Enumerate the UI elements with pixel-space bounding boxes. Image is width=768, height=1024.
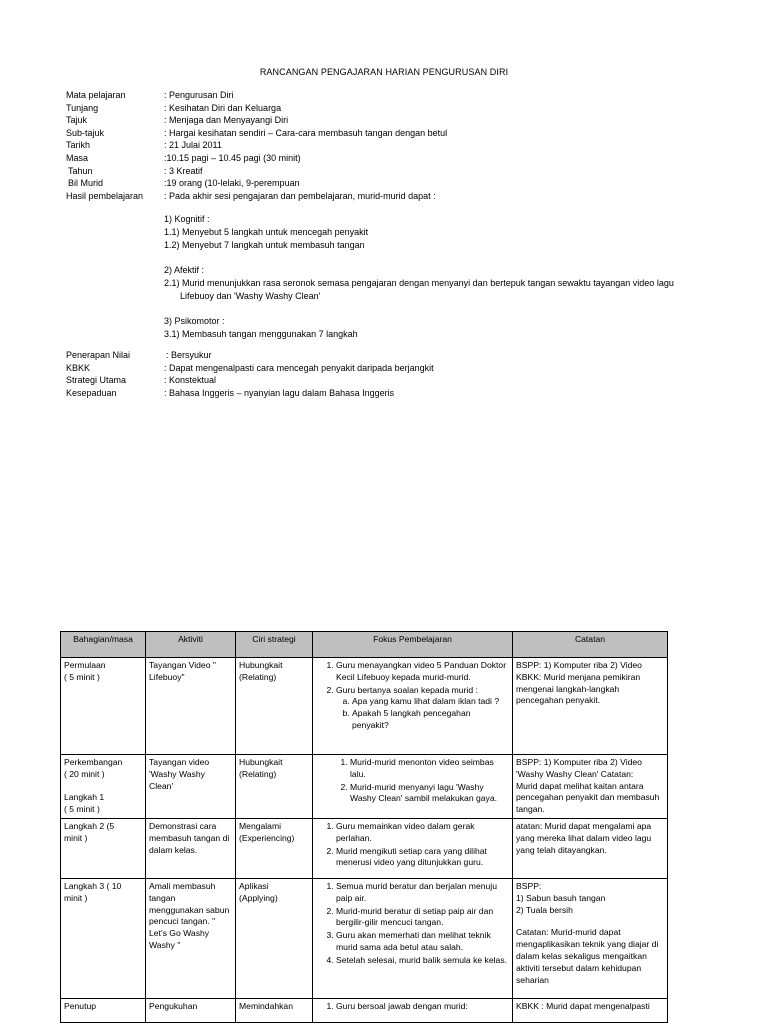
column-header: Ciri strategi <box>236 632 313 658</box>
meta-key: Penerapan Nilai <box>66 350 131 360</box>
cell-catatan <box>513 658 668 755</box>
cell-fokus <box>313 878 513 998</box>
table-row <box>61 818 668 878</box>
cell-catatan <box>513 998 668 1022</box>
sub-list-item: b. Apakah 5 langkah pencegahan penyakit? <box>352 708 509 732</box>
cell-aktiviti <box>146 658 236 755</box>
meta-key: Mata pelajaran <box>66 90 126 100</box>
meta-key: Kesepaduan <box>66 387 117 398</box>
meta-value: : Pengurusan Diri <box>164 90 234 100</box>
meta-key: Bil Murid <box>68 178 104 189</box>
list-item: 1. Semua murid beratur dan berjalan menuju paip air. <box>336 881 509 905</box>
list-item: 4. Setelah selesai, murid balik semula ke kelas. <box>336 955 509 967</box>
column-header: Aktiviti <box>146 632 236 658</box>
cell-aktiviti <box>146 755 236 819</box>
cell-text: 1) Sabun basuh tangan <box>516 892 606 903</box>
cell-bahagian <box>61 755 146 819</box>
meta-row-tarikh <box>66 139 706 152</box>
objective-item: 1.2) Menyebut 7 langkah untuk membasuh tangan <box>164 240 365 251</box>
meta-value: : Bahasa Inggeris – nyanyian lagu dalam Bahasa Inggeris <box>164 387 395 398</box>
focus-list <box>316 660 509 732</box>
cell-text: 2) Tuala bersih <box>516 904 573 915</box>
cell-text: Perkembangan ( 20 minit ) Langkah 1 ( 5 minit ) <box>64 757 123 815</box>
list-item: 1. Murid-murid menonton video seimbas lalu. <box>350 757 509 781</box>
meta-value: : Kesihatan Diri dan Keluarga <box>164 102 282 113</box>
cell-text: Penutup <box>64 1000 97 1011</box>
meta-key: Masa <box>66 152 89 163</box>
table-row <box>61 755 668 819</box>
list-item <box>336 685 509 732</box>
list-item: 1. Guru bersoal jawab dengan murid: <box>336 1001 509 1013</box>
meta-key: Sub-tajuk <box>66 127 105 138</box>
objective-heading-afektif: 2) Afektif : <box>164 265 205 276</box>
cell-text: Amali membasuh tangan menggunakan sabun pencuci tangan. " Let's Go Washy Washy " <box>149 880 230 950</box>
objective-item: 2.1) Murid menunjukkan rasa seronok semasa pengajaran dengan menyanyi dan bertepuk tangan sewaktu tayangan video lagu <box>164 278 674 289</box>
table-row <box>61 998 668 1022</box>
cell-text: KBKK : Murid dapat mengenalpasti <box>516 1000 650 1011</box>
meta-value: : Bersyukur <box>166 350 212 360</box>
cell-ciri <box>236 878 313 998</box>
sub-list-item: a. Apa yang kamu lihat dalam iklan tadi ? <box>352 696 509 708</box>
meta-value: : Konstektual <box>164 375 217 386</box>
cell-ciri <box>236 818 313 878</box>
cell-text: BSPP: <box>516 880 542 891</box>
focus-list <box>316 757 509 805</box>
meta-value: : Dapat mengenalpasti cara mencegah penyakit daripada berjangkit <box>164 362 434 373</box>
cell-fokus <box>313 658 513 755</box>
list-item: 2. Murid mengikuti setiap cara yang dilihat menerusi video yang ditunjukkan guru. <box>336 846 509 870</box>
list-item-text: Guru bertanya soalan kepada murid : <box>336 684 478 695</box>
meta-row-kbkk <box>66 362 706 375</box>
cell-ciri <box>236 658 313 755</box>
cell-fokus <box>313 998 513 1022</box>
cell-catatan <box>513 755 668 819</box>
cell-bahagian <box>61 818 146 878</box>
meta-row-tahun <box>66 165 706 178</box>
list-item: 2. Murid-murid menyanyi lagu 'Washy Washy Clean' sambil melakukan gaya. <box>350 782 509 806</box>
objective-item: 3.1) Membasuh tangan menggunakan 7 langkah <box>164 329 358 340</box>
meta-row-tunjang <box>66 102 706 115</box>
meta-value: : 3 Kreatif <box>164 165 203 176</box>
meta-value: : 21 Julai 2011 <box>164 140 222 151</box>
meta-key: Strategi Utama <box>66 375 127 386</box>
cell-bahagian <box>61 658 146 755</box>
cell-text: Mengalami (Experiencing) <box>239 820 295 843</box>
focus-list <box>316 1001 509 1013</box>
cell-text: Permulaan ( 5 minit ) <box>64 660 106 682</box>
meta-value: :19 orang (10-lelaki, 9-perempuan <box>164 178 300 189</box>
meta-key: Hasil pembelajaran <box>66 190 144 201</box>
table-row <box>61 878 668 998</box>
cell-bahagian <box>61 878 146 998</box>
meta-row-masa <box>66 152 706 165</box>
meta-value: : Menjaga dan Menyayangi Diri <box>164 115 289 126</box>
cell-catatan <box>513 878 668 998</box>
meta-row-penerapan-nilai <box>66 349 706 362</box>
table-header-row <box>61 632 668 658</box>
cell-text: BSPP: 1) Komputer riba 2) Video KBKK: Murid menjana pemikiran mengenai langkah-langkah pencegahan penyakit. <box>516 660 642 706</box>
column-header: Fokus Pembelajaran <box>313 632 513 658</box>
cell-aktiviti <box>146 998 236 1022</box>
cell-ciri <box>236 755 313 819</box>
meta-row-hasil-pembelajaran <box>66 190 706 203</box>
meta-value: : Hargai kesihatan sendiri – Cara-cara membasuh tangan dengan betul <box>164 127 448 138</box>
objective-item: 1.1) Menyebut 5 langkah untuk mencegah penyakit <box>164 227 369 238</box>
objective-heading-psikomotor: 3) Psikomotor : <box>164 316 225 327</box>
meta-key: Tajuk <box>66 115 88 126</box>
column-header: Catatan <box>513 632 668 658</box>
cell-text: Tayangan video 'Washy Washy Clean' <box>149 757 210 791</box>
list-item: 3. Guru akan memerhati dan melihat teknik murid sama ada betul atau salah. <box>336 930 509 954</box>
meta-key: Tarikh <box>66 140 91 151</box>
cell-aktiviti <box>146 878 236 998</box>
meta-key: Tunjang <box>66 102 99 113</box>
meta-value: :10.15 pagi – 10.45 pagi (30 minit) <box>164 152 301 163</box>
meta-row-kesepaduan <box>66 387 706 400</box>
column-header: Bahagian/masa <box>61 632 146 658</box>
cell-text: Demonstrasi cara membasuh tangan di dalam kelas. <box>149 820 230 855</box>
cell-text: Aplikasi (Applying) <box>239 880 278 903</box>
meta-value: : Pada akhir sesi pengajaran dan pembelajaran, murid-murid dapat : <box>164 190 436 201</box>
objective-item-continued: Lifebuoy dan 'Washy Washy Clean' <box>180 291 321 302</box>
list-item: 2. Murid-murid beratur di setiap paip air dan bergilir-gilir mencuci tangan. <box>336 906 509 930</box>
cell-text: BSPP: 1) Komputer riba 2) Video 'Washy Washy Clean' Catatan: Murid dapat melihat kaitan antara pencegahan penyakit dan membasuh tangan. <box>516 757 660 815</box>
cell-catatan <box>513 818 668 878</box>
sub-list <box>336 696 509 731</box>
lesson-plan-table <box>60 631 668 1023</box>
meta-row-tajuk <box>66 114 706 127</box>
cell-text: Langkah 2 (5 minit ) <box>64 820 115 843</box>
meta-key: KBKK <box>66 362 91 373</box>
cell-text: Tayangan Video " Lifebuoy" <box>149 660 216 682</box>
meta-key: Tahun <box>68 165 93 176</box>
cell-aktiviti <box>146 818 236 878</box>
list-item: 1. Guru menayangkan video 5 Panduan Doktor Kecil Lifebuoy kepada murid-murid. <box>336 660 509 684</box>
focus-list <box>316 821 509 869</box>
cell-text: Hubungkait (Relating) <box>239 660 283 682</box>
cell-text: Langkah 3 ( 10 minit ) <box>64 880 122 903</box>
meta-row-mata-pelajaran <box>66 89 706 102</box>
lesson-meta-secondary <box>66 349 706 399</box>
cell-text: Hubungkait (Relating) <box>239 757 283 779</box>
objective-heading-kognitif: 1) Kognitif : <box>164 214 210 225</box>
cell-text: Memindahkan <box>239 1000 293 1011</box>
document-title: RANCANGAN PENGAJARAN HARIAN PENGURUSAN DIRI <box>259 67 509 77</box>
focus-list <box>316 881 509 967</box>
list-item: 1. Guru memainkan video dalam gerak perlahan. <box>336 821 509 845</box>
cell-text: Catatan: Murid-murid dapat mengaplikasikan teknik yang diajar di dalam kelas sekaligus mengaitkan aktiviti tersebut dalam kehidupan seharian <box>516 927 659 985</box>
cell-fokus <box>313 755 513 819</box>
meta-row-strategi-utama <box>66 374 706 387</box>
cell-ciri <box>236 998 313 1022</box>
meta-row-bil-murid <box>66 177 706 190</box>
spacer <box>516 916 664 927</box>
cell-bahagian <box>61 998 146 1022</box>
cell-text: atatan: Murid dapat mengalami apa yang mereka lihat dalam video lagu yang telah ditayangkan. <box>516 820 652 855</box>
table-row <box>61 658 668 755</box>
cell-text: Pengukuhan <box>149 1000 198 1011</box>
cell-fokus <box>313 818 513 878</box>
meta-row-sub-tajuk <box>66 127 706 140</box>
